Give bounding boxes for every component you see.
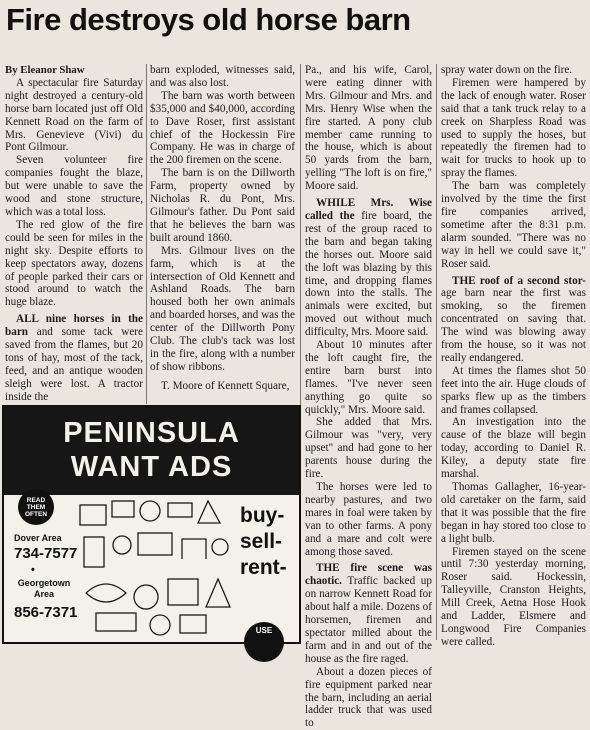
subhead-lead: WHILE Mrs. Wise called the [305,197,432,222]
area-label: Georgetown Area [17,578,71,599]
article-column-3 [305,64,432,730]
article-column-1 [5,64,143,404]
stove-icon [138,533,172,555]
wheel-icon [134,585,158,609]
article-column-4 [441,64,586,648]
paragraph-text: and some tack were saved from the flames, but 20 tons of hay, most of the tack, feed, and an antique wooden sleigh were lost. A tractor inside the [5,326,143,403]
ad-title-line2: WANT ADS [70,451,233,483]
lamp-icon [198,501,220,523]
column-rule [436,64,437,640]
paragraph [441,275,586,365]
paragraph: The barn is on the Dillworth Farm, property owned by Nicholas R. du Pont, Mrs. Gilmour's father. Du Pont said that he believes the barn was built around 1860. [150,167,295,244]
globe-icon [113,536,131,554]
area-label: Dover Area [14,533,62,543]
byline: By Eleanor Shaw [5,64,85,76]
ad-slogan-sell: sell- [240,530,283,553]
tire-icon [150,615,170,635]
paragraph: About a dozen pieces of fire equipment parked near the barn, including an aerial ladder truck that was used to [305,665,432,730]
paragraph [305,197,432,339]
headline: Fire destroys old horse barn [6,2,411,37]
radio-icon [112,501,134,517]
paragraph: A spectacular fire Saturday night destroyed a century-old horse barn located just off Old Kennett Road on the farm of Mrs. Genevieve (Vivi) du Pont Gilmour. [5,76,143,154]
clock-icon [140,501,160,521]
paragraph: The red glow of the fire could be seen for miles in the night sky. Despite efforts to keep spectators away, dozens of people parked their cars or stood around to watch the huge blaze. [5,218,143,309]
ad-title-line1: PENINSULA [63,417,240,449]
ad-slogan-rent: rent- [240,556,287,579]
boat-icon [86,584,126,602]
column-rule [146,64,147,404]
tree-icon [206,579,230,607]
ad-banner [4,407,299,495]
paragraph: Firemen stayed on the scene until 7:30 yesterday morning, Roser said. Hockessin, Talleyville, Cranston Heights, Mill Creek, Aetna Hose Hook and Ladder, Elsmere and Longwood Fire Companies were called. [441,545,586,648]
paragraph: spray water down on the fire. [441,64,573,76]
appliance-icon [168,579,198,605]
want-ads-advertisement[interactable] [2,405,301,644]
fan-icon [212,539,228,555]
use-badge: USE [244,622,284,662]
goods-illustration [76,497,238,642]
paragraph-text: age barn near the first was smoking, so the firemen concentrated on saving that. The wind was blowing away from the house, so it was not really endangered. [441,287,586,364]
paragraph: Firemen were hampered by the lack of enough water. Roser said that a tank truck relay to a creek on Sharpless Road was used to supply the hoses, but repeatedly the firemen had to wait for trucks to hook up to spray the flames. [441,76,586,180]
chair-icon [182,539,206,559]
paragraph [5,313,143,403]
paragraph: barn exploded, witnesses said, and was also lost. [150,64,295,89]
paragraph-text: fire board, the rest of the group raced to the barn and began taking the horses out. Moore said the loft was blazing by this time, and dropping flames down into the stalls. The animals were excited, but moved out without much difficulty, Mrs. Moore said. [305,209,432,339]
article-column-2 [150,64,295,392]
paragraph: Thomas Gallagher, 16-year-old caretaker on the farm, said that it was possible that the fire began in hay stored too close to a light bulb. [441,481,586,545]
subhead-lead: THE roof of a second stor- [452,274,586,287]
paragraph: Mrs. Gilmour lives on the farm, which is at the intersection of Old Kennett and Ashland Roads. The barn housed both her own animals and boarded horses, and was the center of the Dillworth Pony Club. The club's tack was lost in the fire, along with a number of show ribbons. [150,244,295,373]
phone-number: 734-7577 [14,545,78,562]
tv-icon [80,505,106,525]
badge-line: OFTEN [24,511,48,518]
paragraph: The horses were led to nearby pastures, and two mares in foal were taken by van to other farms. A pony and a mare and colt were among those saved. [305,481,432,558]
bullet: • [31,564,35,576]
badge-line: THEM [26,504,46,511]
box-icon [168,503,192,517]
paragraph: Seven volunteer fire companies fought the blaze, but were unable to save the wood and stone structure, which was a total loss. [5,154,143,218]
paragraph: She added that Mrs. Gilmour was "very, very upset" and had gone to her parents house during the fire. [305,416,432,481]
paragraph: T. Moore of Kennett Square, [161,379,290,392]
badge-line: READ [26,497,46,504]
paragraph-text: Traffic backed up on narrow Kennett Road for about half a mile. Dozens of horsemen, firemen and spectator milled about the farm and in and out of the house as the fire raged. [305,575,432,665]
sofa-icon [96,613,136,631]
paragraph: Pa., and his wife, Carol, were eating dinner with Mrs. Gilmour and Mrs. and Mrs. Henry Wise when the fire started. A pony club member came running to the house, which is about 50 yards from the barn, yelling "The loft is on fire," Moore said. [305,64,432,193]
ad-slogan-buy: buy- [240,504,285,527]
paragraph: The barn was completely involved by the time the first fire companies arrived, sometime after the 8:31 p.m. alarm sounded. "There was no way in hell we could save it," Roser said. [441,180,586,270]
phone-number: 856-7371 [14,604,78,621]
subhead-lead: ALL nine horses in the barn [5,313,143,339]
paragraph [305,562,432,665]
subhead-lead: THE fire scene was chaotic. [305,562,432,588]
paragraph: The barn was worth between $35,000 and $40,000, according to Dave Roser, first assistant chief of the Hockessin Fire Company. He was in charge of the 200 firemen on the scene. [150,89,295,167]
desk-icon [180,615,206,633]
paragraph: An investigation into the cause of the blaze will begin today, according to Daniel R. Kiley, a deputy state fire marshal. [441,416,586,481]
paragraph: At times the flames shot 50 feet into the air. Huge clouds of sparks flew up as the timbers and frames collapsed. [441,364,586,416]
cabinet-icon [84,537,104,567]
paragraph: About 10 minutes after the loft caught fire, the entire barn burst into flames. "I've never seen anything go quite so quickly," Mrs. Moore said. [305,339,432,416]
read-them-often-badge [18,489,54,525]
